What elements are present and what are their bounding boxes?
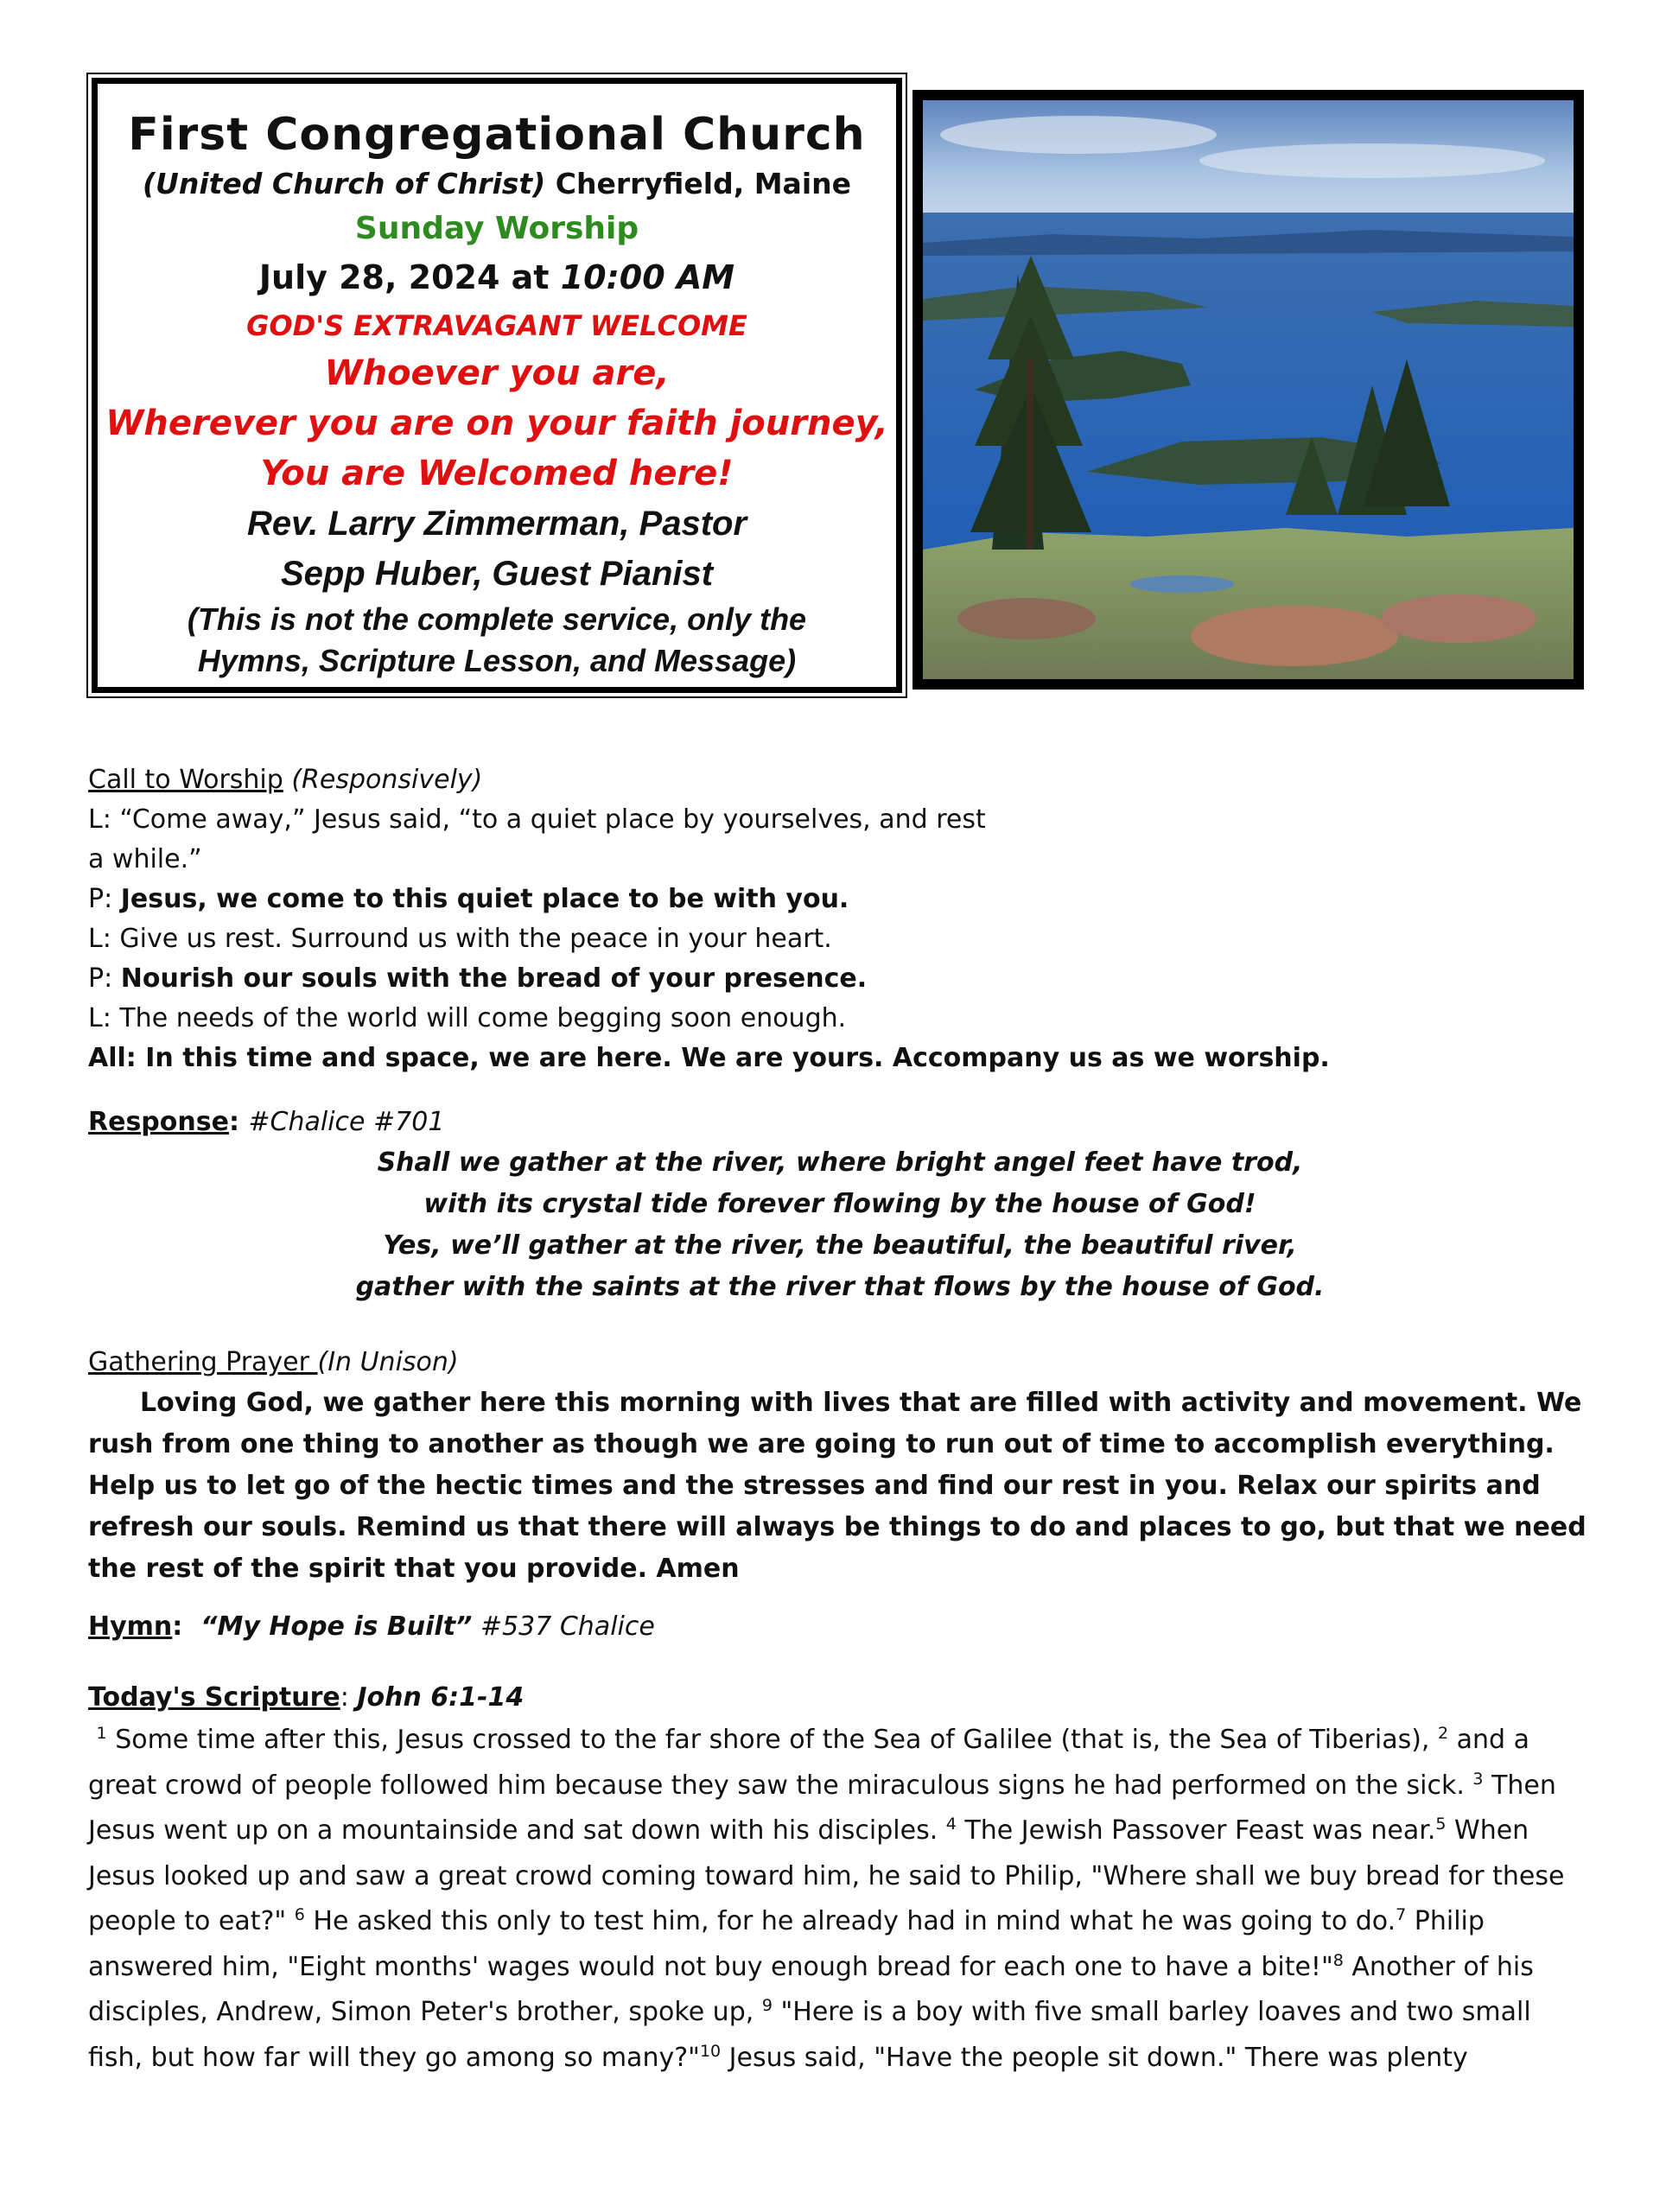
verse-number: 7 xyxy=(1396,1905,1407,1924)
verse-3: Then Jesus went up on a mountainside and sat down with his disciples. xyxy=(88,1770,1556,1846)
verse-4: The Jewish Passover Feast was near. xyxy=(964,1815,1436,1846)
pianist-name: Sepp Huber, Guest Pianist xyxy=(280,555,714,593)
pastor-name: Rev. Larry Zimmerman, Pastor xyxy=(246,505,747,543)
response-heading-line xyxy=(88,1103,1592,1142)
call-to-worship-heading-line xyxy=(88,760,1592,800)
service-time: 10:00 AM xyxy=(560,258,735,296)
response-verse-2: with its crystal tide forever flowing by the house of God! xyxy=(423,1189,1256,1219)
verse-6: He asked this only to test him, for he already had in mind what he was going to do. xyxy=(313,1906,1396,1936)
spacer xyxy=(88,1308,1592,1343)
scripture-heading: Today's Scripture xyxy=(88,1682,340,1713)
hymn-heading: Hymn xyxy=(88,1611,173,1642)
header-box xyxy=(92,78,902,693)
location: Cherryfield, Maine xyxy=(555,167,852,200)
call-p2: Nourish our souls with the bread of your presence. xyxy=(120,963,868,994)
scripture-reference: John 6:1-14 xyxy=(357,1682,525,1713)
scripture-heading-line: Today's Scripture: John 6:1-14 xyxy=(88,1682,525,1713)
response-reference: #Chalice #701 xyxy=(248,1107,445,1137)
service-name: Sunday Worship xyxy=(354,211,639,246)
welcome-line-1: Whoever you are, xyxy=(324,353,670,393)
call-line-1: L: “Come away,” Jesus said, “to a quiet place by yourselves, and rest xyxy=(88,804,986,835)
spacer xyxy=(88,1647,1592,1678)
coastal-landscape-image xyxy=(923,100,1574,679)
church-name: First Congregational Church xyxy=(128,109,866,161)
call-p1: Jesus, we come to this quiet place to be with you. xyxy=(120,884,849,914)
hymn-line: Hymn: “My Hope is Built” #537 Chalice xyxy=(88,1611,655,1642)
service-date-line xyxy=(98,251,896,303)
affiliation: (United Church of Christ) xyxy=(142,167,546,200)
verse-9: "Here is a boy with five small barley loaves and two small fish, but how far will they go among so many?" xyxy=(88,1997,1531,2073)
verse-2: and a great crowd of people followed him because they saw the miraculous signs he had performed on the sick. xyxy=(88,1725,1530,1801)
hymn-title: “My Hope is Built” xyxy=(200,1611,473,1642)
gathering-prayer-heading-line xyxy=(88,1343,1592,1382)
call-to-worship-mode: (Responsively) xyxy=(283,765,483,795)
verse-10: Jesus said, "Have the people sit down." There was plenty xyxy=(728,2042,1468,2073)
verse-number: 9 xyxy=(761,1996,773,2015)
bulletin-body xyxy=(88,760,1592,2081)
hymn-reference: #537 Chalice xyxy=(472,1611,655,1642)
verse-number: 10 xyxy=(699,2041,722,2061)
call-all: All: In this time and space, we are here. We are yours. Accompany us as we worship. xyxy=(88,1043,1330,1073)
service-note-line-2: Hymns, Scripture Lesson, and Message) xyxy=(197,643,797,678)
landscape-photo xyxy=(912,90,1584,690)
call-l2: L: Give us rest. Surround us with the peace in your heart. xyxy=(88,924,832,954)
service-date: July 28, 2024 at xyxy=(258,258,561,296)
welcome-line-3: You are Welcomed here! xyxy=(260,454,734,493)
response-verse-3: Yes, we’ll gather at the river, the beautiful, the beautiful river, xyxy=(383,1230,1297,1261)
spacer xyxy=(88,1590,1592,1607)
service-note-line-1: (This is not the complete service, only the xyxy=(187,601,807,637)
verse-number: 6 xyxy=(294,1905,305,1924)
welcome-heading: GOD'S EXTRAVAGANT WELCOME xyxy=(246,309,747,342)
verse-8: Another of his disciples, Andrew, Simon Peter's brother, spoke up, xyxy=(88,1951,1534,2027)
scripture-text xyxy=(88,1718,1592,2081)
church-affiliation-line xyxy=(98,162,896,207)
gathering-prayer-mode: (In Unison) xyxy=(317,1347,459,1377)
verse-number: 2 xyxy=(1438,1724,1449,1743)
verse-1: Some time after this, Jesus crossed to the far shore of the Sea of Galilee (that is, the Sea of Tiberias), xyxy=(115,1725,1430,1755)
gathering-prayer-heading: Gathering Prayer xyxy=(88,1347,318,1377)
response-verse-4: gather with the saints at the river that flows by the house of God. xyxy=(355,1272,1325,1302)
response-colon: : xyxy=(228,1107,249,1137)
call-p1-prefix: P: xyxy=(88,884,121,914)
gathering-prayer-text: Loving God, we gather here this morning with lives that are filled with activity and movement. We rush from one thing to another as though we are going to run out of time to accomplish everything. Help us to let go of the hectic times and the stresses and find our rest in you. Relax our spirits and refresh our souls. Remind us that there will always be things to do and places to go, but that we need the rest of the spirit that you provide. Amen xyxy=(88,1388,1587,1584)
call-p2-prefix: P: xyxy=(88,963,121,994)
call-p2-line xyxy=(88,959,1592,999)
verse-7: Philip answered him, "Eight months' wages would not buy enough bread for each one to have a bite!" xyxy=(88,1906,1485,1982)
verse-number: 3 xyxy=(1472,1769,1484,1789)
call-p1-line xyxy=(88,880,1592,919)
verse-number: 8 xyxy=(1332,1950,1344,1970)
verse-number: 1 xyxy=(96,1724,107,1743)
call-l3: L: The needs of the world will come begging soon enough. xyxy=(88,1003,847,1033)
welcome-line-2: Wherever you are on your faith journey, xyxy=(105,404,888,443)
verse-number: 4 xyxy=(945,1815,957,1834)
response-heading: Response xyxy=(88,1107,229,1137)
call-to-worship-heading: Call to Worship xyxy=(88,765,283,795)
response-verse-1: Shall we gather at the river, where bright angel feet have trod, xyxy=(377,1147,1303,1178)
verse-5: When Jesus looked up and saw a great crowd coming toward him, he said to Philip, "Where shall we buy bread for these people to eat?" xyxy=(88,1815,1565,1936)
spacer xyxy=(88,1078,1592,1103)
call-line-2: a while.” xyxy=(88,844,202,874)
verse-number: 5 xyxy=(1435,1815,1447,1834)
